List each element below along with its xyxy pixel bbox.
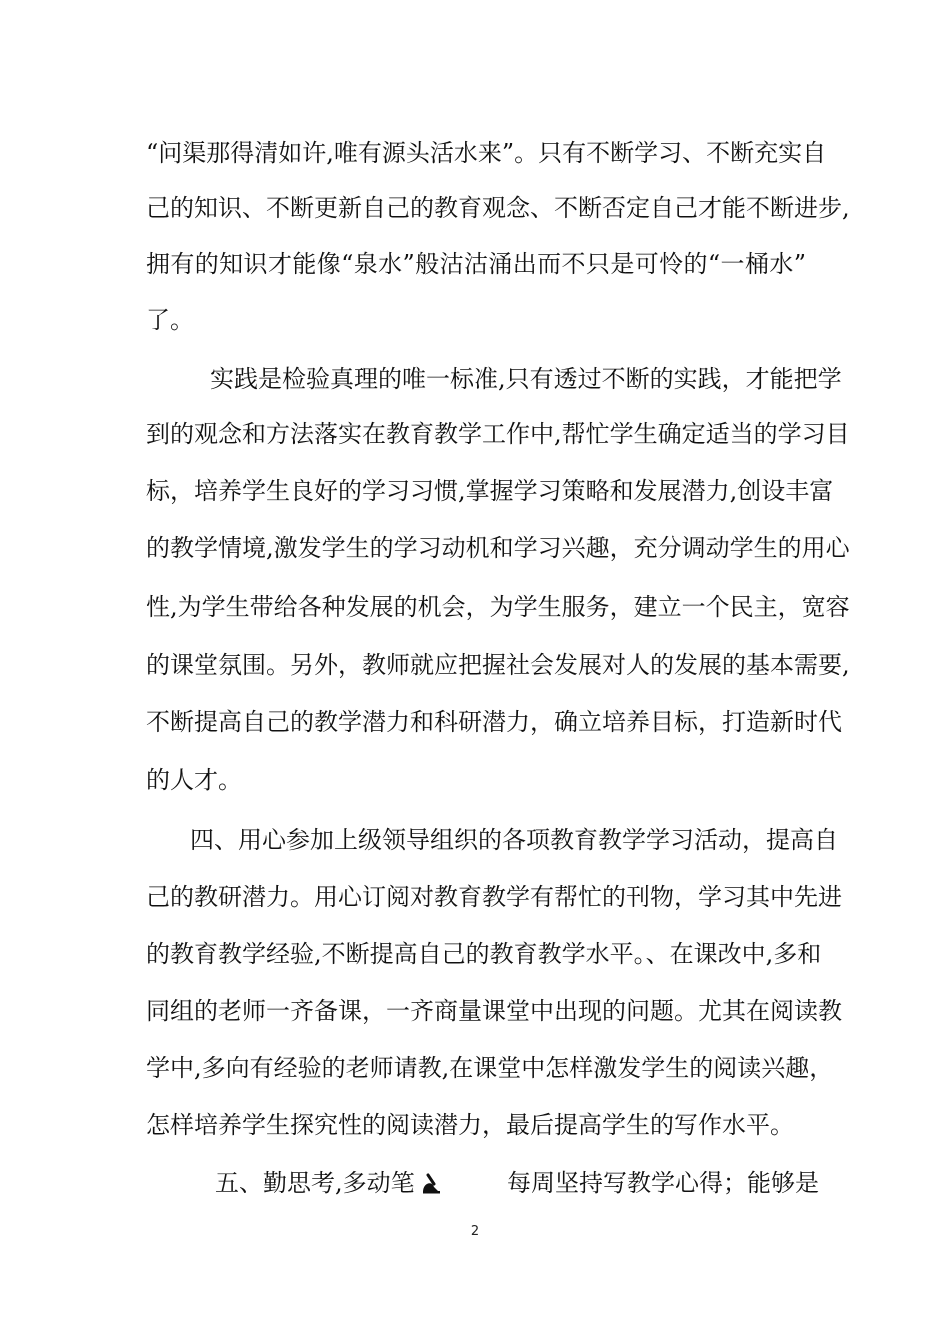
paragraph-3-line-4: 同组的老师一齐备课，一齐商量课堂中出现的问题。尤其在阅读教	[146, 997, 842, 1025]
paragraph-1-line-1: “问渠那得清如许,唯有源头活水来”。只有不断学习、不断充实自	[146, 139, 827, 167]
paragraph-1-line-2: 己的知识、不断更新自己的教育观念、不断否定自己才能不断进步,	[146, 194, 850, 222]
paragraph-3-line-2: 己的教研潜力。用心订阅对教育教学有帮忙的刊物，学习其中先进	[146, 883, 842, 911]
paragraph-2-line-4: 的教学情境,激发学生的学习动机和学习兴趣，充分调动学生的用心	[146, 534, 850, 562]
paragraph-3-line-5: 学中,多向有经验的老师请教,在课堂中怎样激发学生的阅读兴趣，	[146, 1054, 834, 1082]
paragraph-4-text: 每周坚持写教学心得；能够是	[507, 1169, 819, 1197]
paragraph-2-line-5: 性,为学生带给各种发展的机会，为学生服务，建立一个民主，宽容	[146, 593, 850, 621]
paragraph-2-line-2: 到的观念和方法落实在教育教学工作中,帮忙学生确定适当的学习目	[146, 420, 850, 448]
paragraph-4-heading: 五、勤思考,多动笔	[215, 1169, 415, 1197]
paragraph-2-line-1: 实践是检验真理的唯一标准,只有透过不断的实践，才能把学	[210, 365, 842, 393]
paragraph-1-line-4: 了。	[146, 306, 194, 334]
page-number: 2	[470, 1224, 480, 1239]
paragraph-2-line-7: 不断提高自己的教学潜力和科研潜力，确立培养目标，打造新时代	[146, 708, 842, 736]
paragraph-1-line-3: 拥有的知识才能像“泉水”般沽沽涌出而不只是可怜的“一桶水”	[146, 250, 806, 278]
paragraph-2-line-6: 的课堂氛围。另外，教师就应把握社会发展对人的发展的基本需要,	[146, 651, 850, 679]
paragraph-3-line-1: 四、用心参加上级领导组织的各项教育教学学习活动，提高自	[190, 826, 838, 854]
decorative-symbol-icon	[420, 1172, 442, 1194]
paragraph-3-line-6: 怎样培养学生探究性的阅读潜力，最后提高学生的写作水平。	[146, 1111, 794, 1139]
paragraph-2-line-8: 的人才。	[146, 766, 242, 794]
paragraph-3-line-3: 的教育教学经验,不断提高自己的教育教学水平。、在课改中,多和	[146, 940, 822, 968]
paragraph-2-line-3: 标，培养学生良好的学习习惯,掌握学习策略和发展潜力,创设丰富	[146, 477, 834, 505]
